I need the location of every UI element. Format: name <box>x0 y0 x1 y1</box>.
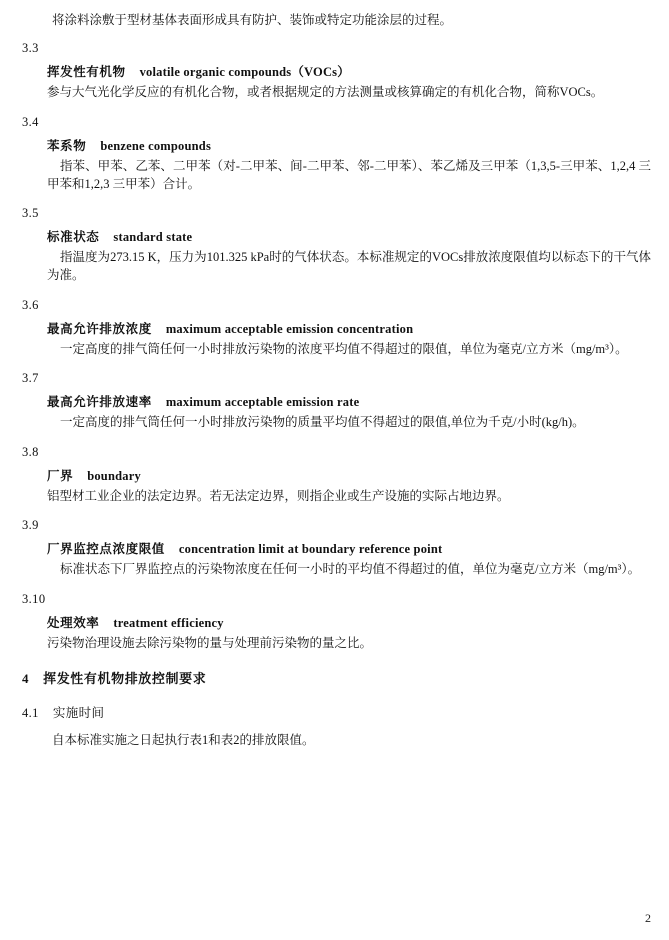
clause-number: 3.5 <box>22 206 39 220</box>
subsection-title: 实施时间 <box>52 705 105 720</box>
term-name-en: maximum acceptable emission rate <box>165 395 360 409</box>
term-entry-3-7 <box>0 370 669 431</box>
term-entry-3-4 <box>0 114 669 193</box>
term-name-cn: 苯系物 <box>47 138 87 153</box>
term-definition: 指苯、甲苯、乙苯、二甲苯（对-二甲苯、间-二甲苯、邻-二甲苯）、苯乙烯及三甲苯（1,3,5-三甲苯、1,2,4 三甲苯和1,2,3 三甲苯）合计。 <box>47 158 651 191</box>
section-title: 挥发性有机物排放控制要求 <box>43 670 207 686</box>
term-definition: 一定高度的排气筒任何一小时排放污染物的浓度平均值不得超过的限值，单位为毫克/立方米（mg/m³）。 <box>60 341 628 356</box>
term-entry-3-10 <box>0 591 669 652</box>
term-definition: 一定高度的排气筒任何一小时排放污染物的质量平均值不得超过的限值,单位为千克/小时(kg/h)。 <box>60 415 585 429</box>
section-heading-4 <box>22 670 669 688</box>
term-name-cn: 厂界 <box>47 468 74 483</box>
term-name-en: concentration limit at boundary reference point <box>178 542 443 556</box>
term-name-cn: 最高允许排放浓度 <box>47 321 152 336</box>
term-name-en: benzene compounds <box>100 138 212 153</box>
term-entry-3-3 <box>0 40 669 101</box>
subsection-paragraph: 自本标准实施之日起执行表1和表2的排放限值。 <box>52 732 315 747</box>
clause-number: 3.4 <box>22 114 39 129</box>
section-number: 4 <box>22 670 30 686</box>
clause-number: 3.6 <box>22 297 39 312</box>
clause-number: 3.3 <box>22 41 39 55</box>
term-name-en: standard state <box>113 230 193 244</box>
term-heading <box>47 229 669 246</box>
term-name-en: treatment efficiency <box>113 615 224 630</box>
clause-number: 3.9 <box>22 518 39 532</box>
term-definition: 指温度为273.15 K，压力为101.325 kPa时的气体状态。本标准规定的VOCs排放浓度限值均以标态下的干气体为准。 <box>47 250 651 282</box>
term-definition: 标准状态下厂界监控点的污染物浓度在任何一小时的平均值不得超过的值，单位为毫克/立方米（mg/m³）。 <box>60 562 641 576</box>
term-name-cn: 标准状态 <box>47 230 100 244</box>
term-name-en: maximum acceptable emission concentration <box>165 321 414 336</box>
term-heading <box>47 615 669 632</box>
term-entry-3-8 <box>0 444 669 505</box>
term-entry-3-9 <box>0 517 669 578</box>
page-number: 2 <box>645 911 651 925</box>
term-definition: 污染物治理设施去除污染物的量与处理前污染物的量之比。 <box>47 635 373 650</box>
term-heading <box>47 468 669 485</box>
clause-number: 3.8 <box>22 444 39 459</box>
term-heading <box>47 138 669 155</box>
subsection-heading-4-1 <box>22 704 669 722</box>
term-name-cn: 处理效率 <box>47 615 100 630</box>
term-name-cn: 挥发性有机物 <box>47 65 126 79</box>
term-name-cn: 厂界监控点浓度限值 <box>47 542 165 556</box>
term-heading <box>47 321 669 338</box>
subsection-number: 4.1 <box>22 705 39 720</box>
term-heading <box>47 64 669 81</box>
term-definition: 铝型材工业企业的法定边界。若无法定边界，则指企业或生产设施的实际占地边界。 <box>47 488 510 503</box>
term-entry-3-6 <box>0 297 669 358</box>
term-entry-3-5 <box>0 205 669 284</box>
term-heading <box>47 541 669 558</box>
clause-number: 3.10 <box>22 591 46 606</box>
lead-paragraph: 将涂料涂敷于型材基体表面形成具有防护、装饰或特定功能涂层的过程。 <box>52 13 453 27</box>
term-name-cn: 最高允许排放速率 <box>47 395 152 409</box>
term-definition: 参与大气光化学反应的有机化合物，或者根据规定的方法测量或核算确定的有机化合物，简称VOCs。 <box>47 85 604 99</box>
clause-number: 3.7 <box>22 371 39 385</box>
term-heading <box>47 394 669 411</box>
term-name-en: volatile organic compounds（VOCs） <box>139 65 350 79</box>
term-name-en: boundary <box>87 468 141 483</box>
